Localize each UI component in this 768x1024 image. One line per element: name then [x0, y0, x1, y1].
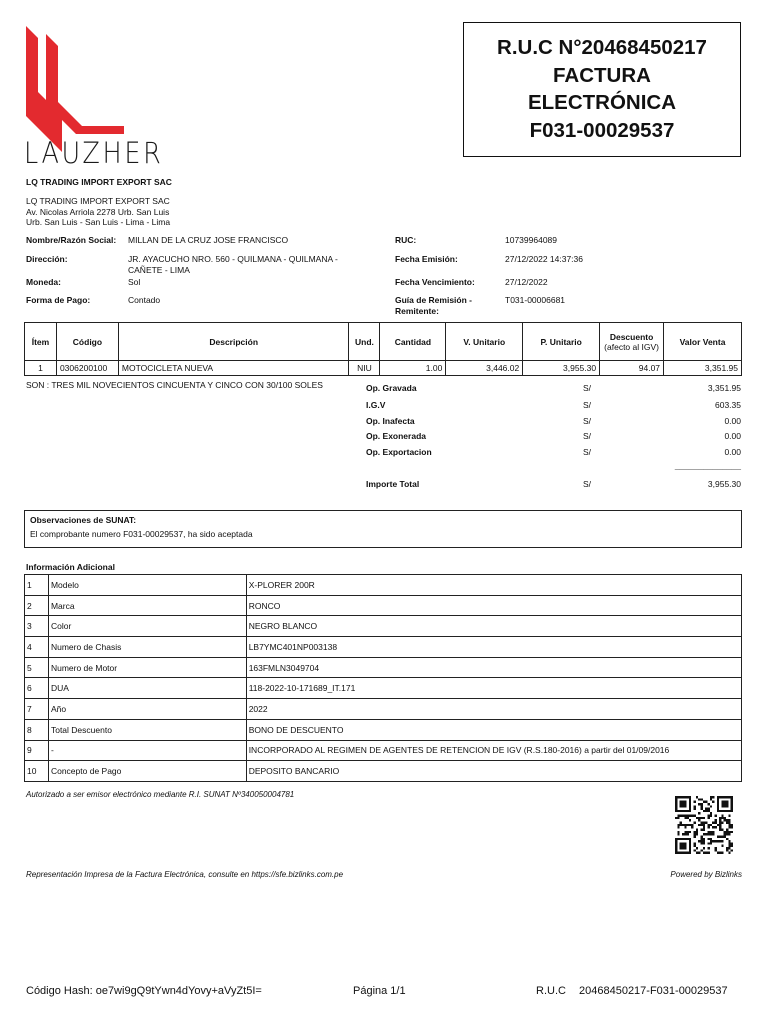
additional-info-table: [24, 574, 742, 782]
client-name-value: MILLAN DE LA CRUZ JOSE FRANCISCO: [128, 235, 289, 245]
row-label: DUA: [48, 678, 246, 699]
table-row: [25, 637, 742, 658]
row-label: Marca: [48, 595, 246, 616]
payment-label: Forma de Pago:: [26, 295, 91, 305]
table-row: [25, 740, 742, 761]
cell-sale-value: 3,351.95: [664, 361, 742, 376]
table-row: [25, 595, 742, 616]
due-date-label: Fecha Vencimiento:: [395, 277, 475, 287]
row-value: LB7YMC401NP003138: [246, 637, 741, 658]
col-header-quantity: Cantidad: [380, 323, 446, 361]
row-number: 5: [25, 657, 49, 678]
client-ruc-value: 10739964089: [505, 235, 558, 245]
total-currency: S/: [583, 383, 592, 393]
row-number: 9: [25, 740, 49, 761]
total-value: 0.00: [724, 447, 741, 457]
currency-label: Moneda:: [26, 277, 61, 287]
address-line: JR. AYACUCHO NRO. 560 - QUILMANA - QUILMANA -: [128, 254, 338, 264]
table-row: [25, 761, 742, 782]
col-header-description: Descripción: [118, 323, 349, 361]
total-value: 603.35: [715, 400, 741, 410]
address-line: LQ TRADING IMPORT EXPORT SAC: [26, 196, 170, 206]
total-label: Op. Exportacion: [366, 447, 432, 457]
currency-value: Sol: [128, 277, 141, 287]
discount-title: Descuento: [609, 331, 654, 342]
company-name: LQ TRADING IMPORT EXPORT SAC: [26, 177, 172, 187]
table-row: [25, 719, 742, 740]
total-value: 3,351.95: [707, 383, 741, 393]
row-number: 6: [25, 678, 49, 699]
guide-value: T031-00006681: [505, 295, 566, 305]
address-line: CAÑETE - LIMA: [128, 264, 190, 275]
due-date-value: 27/12/2022: [505, 277, 548, 287]
issue-date-label: Fecha Emisión:: [395, 254, 458, 264]
company-address: [26, 196, 170, 228]
total-value: 0.00: [724, 431, 741, 441]
total-label: I.G.V: [366, 400, 386, 410]
total-label: Op. Exonerada: [366, 431, 426, 441]
row-label: Concepto de Pago: [48, 761, 246, 782]
doc-type-line1: FACTURA: [553, 63, 651, 87]
doc-number: F031-00029537: [529, 118, 675, 142]
row-number: 7: [25, 699, 49, 720]
table-row: [25, 361, 742, 376]
observations-title: Observaciones de SUNAT:: [30, 515, 137, 525]
additional-info-title: Información Adicional: [26, 562, 115, 572]
cell-quantity: 1.00: [380, 361, 446, 376]
cell-code: 0306200100: [56, 361, 118, 376]
row-number: 2: [25, 595, 49, 616]
grand-total-label: Importe Total: [366, 479, 420, 489]
col-header-unit-value: V. Unitario: [446, 323, 523, 361]
col-header-unit: Und.: [349, 323, 380, 361]
items-table: [24, 322, 742, 376]
cell-discount: 94.07: [600, 361, 664, 376]
payment-value: Contado: [128, 295, 161, 305]
row-value: 163FMLN3049704: [246, 657, 741, 678]
row-label: -: [48, 740, 246, 761]
qr-code: [675, 796, 733, 854]
total-currency: S/: [583, 416, 592, 426]
footer-ruc-value: 20468450217-F031-00029537: [579, 985, 728, 997]
amount-in-words: SON : TRES MIL NOVECIENTOS CINCUENTA Y CINCO CON 30/100 SOLES: [26, 380, 323, 390]
row-label: Numero de Motor: [48, 657, 246, 678]
grand-total-currency: S/: [583, 479, 592, 489]
total-separator: ______________: [674, 460, 741, 470]
observations-text: El comprobante numero F031-00029537, ha sido aceptada: [30, 529, 253, 539]
client-name-label: Nombre/Razón Social:: [26, 235, 117, 245]
cell-unit-value: 3,446.02: [446, 361, 523, 376]
total-currency: S/: [583, 431, 592, 441]
row-value: DEPOSITO BANCARIO: [246, 761, 741, 782]
grand-total-value: 3,955.30: [707, 479, 741, 489]
client-ruc-label: RUC:: [395, 235, 417, 245]
cell-unit-price: 3,955.30: [523, 361, 600, 376]
col-header-sale-value: Valor Venta: [664, 323, 742, 361]
table-row: [25, 616, 742, 637]
table-row: [25, 678, 742, 699]
table-row: [25, 699, 742, 720]
total-label: Op. Inafecta: [366, 416, 415, 426]
cell-item: 1: [25, 361, 57, 376]
guide-label: [395, 295, 472, 316]
row-value: 2022: [246, 699, 741, 720]
powered-by: Powered by Bizlinks: [670, 870, 742, 879]
row-label: Año: [48, 699, 246, 720]
representation-note: Representación Impresa de la Factura Electrónica, consulte en https://sfe.bizlinks.com.pe: [26, 870, 344, 879]
row-label: Modelo: [48, 575, 246, 596]
observations-box: [24, 510, 742, 548]
row-number: 4: [25, 637, 49, 658]
row-value: 118-2022-10-171689_IT.171: [246, 678, 741, 699]
hash-code: Código Hash: oe7wi9gQ9tYwn4dYovy+aVyZt5I=: [26, 985, 262, 997]
row-value: X-PLORER 200R: [246, 575, 741, 596]
cell-description: MOTOCICLETA NUEVA: [118, 361, 349, 376]
guide-label-line: Guía de Remisión -: [395, 295, 472, 305]
page-number: Página 1/1: [353, 985, 406, 997]
items-header-row: [25, 323, 742, 361]
footer-ruc-label: R.U.C: [536, 985, 566, 997]
total-currency: S/: [583, 447, 592, 457]
total-label: Op. Gravada: [366, 383, 417, 393]
col-header-item: Ítem: [25, 323, 57, 361]
logo-text: LAUZHER: [24, 136, 164, 170]
row-label: Numero de Chasis: [48, 637, 246, 658]
cell-unit: NIU: [349, 361, 380, 376]
col-header-unit-price: P. Unitario: [523, 323, 600, 361]
row-label: Total Descuento: [48, 719, 246, 740]
row-value: INCORPORADO AL REGIMEN DE AGENTES DE RETENCION DE IGV (R.S.180-2016) a partir del 01/09/2016: [246, 740, 741, 761]
row-number: 8: [25, 719, 49, 740]
client-address-value: [128, 254, 338, 275]
table-row: [25, 657, 742, 678]
total-value: 0.00: [724, 416, 741, 426]
document-id-box: [463, 22, 741, 157]
col-header-discount: [600, 323, 664, 361]
table-row: [25, 575, 742, 596]
discount-subtitle: (afecto al IGV): [604, 341, 659, 352]
guide-label-line: Remitente:: [395, 305, 439, 316]
col-header-code: Código: [56, 323, 118, 361]
row-number: 1: [25, 575, 49, 596]
authorization-note: Autorizado a ser emisor electrónico mediante R.I. SUNAT Nº340050004781: [26, 790, 295, 799]
doc-type-line2: ELECTRÓNICA: [527, 91, 677, 114]
row-value: BONO DE DESCUENTO: [246, 719, 741, 740]
address-line: Av. Nicolas Arriola 2278 Urb. San Luis: [26, 206, 170, 217]
row-value: RONCO: [246, 595, 741, 616]
row-number: 10: [25, 761, 49, 782]
row-number: 3: [25, 616, 49, 637]
row-label: Color: [48, 616, 246, 637]
total-currency: S/: [583, 400, 592, 410]
ruc-line: R.U.C N°20468450217: [497, 36, 707, 59]
client-address-label: Dirección:: [26, 254, 68, 264]
address-line: Urb. San Luis - San Luis - Lima - Lima: [26, 217, 171, 227]
row-value: NEGRO BLANCO: [246, 616, 741, 637]
issue-date-value: 27/12/2022 14:37:36: [505, 254, 583, 264]
